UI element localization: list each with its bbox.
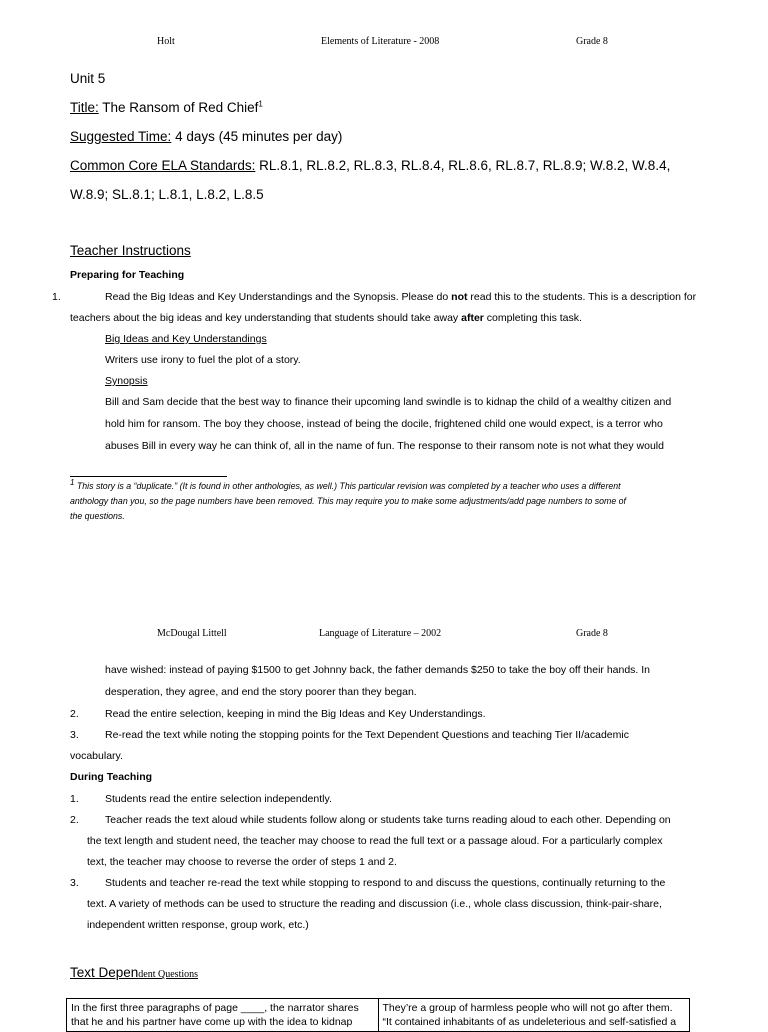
prep-step-1-number: 1. (52, 291, 61, 303)
answer-line: “It contained inhabitants of as undeleterious and self-satisfied a (382, 1016, 677, 1028)
header-publisher: Holt (157, 36, 175, 47)
standards-line-2: W.8.9; SL.8.1; L.8.1, L.8.2, L.8.5 (70, 187, 264, 202)
synopsis-cont-line-1: have wished: instead of paying $1500 to get Johnny back, the father demands $250 to take the boy off their hands. In (105, 664, 651, 676)
prep-step-1-text-b: read this to the students. This is a description for (470, 291, 697, 303)
standards-label: Common Core ELA Standards: (70, 158, 256, 173)
prep-step-3-number: 3. (70, 729, 79, 741)
title-value: The Ransom of Red Chief (102, 100, 259, 115)
footnote-separator (70, 476, 227, 477)
suggested-time-value: 4 days (45 minutes per day) (175, 129, 343, 144)
prep-step-1-line-1 (105, 291, 696, 303)
prep-step-3-cont: vocabulary. (70, 750, 123, 762)
header2-publisher: McDougal Littell (157, 628, 227, 639)
tdq-heading (70, 964, 198, 982)
during-teaching-heading: During Teaching (70, 771, 153, 783)
unit-label: Unit 5 (70, 71, 106, 86)
question-cell (67, 999, 379, 1032)
standards-value-1: RL.8.1, RL.8.2, RL.8.3, RL.8.4, RL.8.6, RL.8.7, RL.8.9; W.8.2, W.8.4, (259, 158, 671, 173)
footnote-line-2: anthology than you, so the page numbers have been removed. This may require you to make some adjustments/add page numbers to some of (70, 496, 626, 506)
suggested-time-label: Suggested Time: (70, 129, 172, 144)
table-row (67, 999, 690, 1032)
footnote-mark: 1 (70, 478, 75, 488)
prep-step-1-text-c: teachers about the big ideas and key understanding that students should take away (70, 312, 459, 324)
synopsis-line-2: hold him for ransom. The boy they choose, instead of being the docile, frightened child one would expect, is a terror who (105, 418, 663, 430)
during-step-2-line-2: the text length and student need, the teacher may choose to read the full text or a passage aloud. For a particularly complex (87, 835, 663, 847)
during-step-2-number: 2. (70, 814, 79, 826)
big-ideas-text: Writers use irony to fuel the plot of a story. (105, 354, 301, 366)
during-step-1-text: Students read the entire selection independently. (105, 793, 332, 805)
title-line (70, 100, 263, 115)
prep-step-3-text: Re-read the text while noting the stopping points for the Text Dependent Questions and teaching Tier II/academic (105, 729, 629, 741)
answer-line: They’re a group of harmless people who will not go after them. (382, 1002, 673, 1014)
footnote-text-1: This story is a “duplicate.” (It is found in other anthologies, as well.) This particular revision was completed by a teacher who uses a different (76, 481, 621, 491)
header-grade: Grade 8 (576, 36, 608, 47)
synopsis-line-1: Bill and Sam decide that the best way to finance their upcoming land swindle is to kidnap the child of a wealthy citizen and (105, 396, 672, 408)
header-book-title: Elements of Literature - 2008 (321, 36, 440, 47)
synopsis-heading: Synopsis (105, 375, 148, 387)
footnote-line-1 (70, 478, 621, 491)
during-step-3-line-1: Students and teacher re-read the text while stopping to respond to and discuss the questions, continually returning to the (105, 877, 666, 889)
prep-step-1-text-d: completing this task. (486, 312, 582, 324)
preparing-heading: Preparing for Teaching (70, 269, 185, 281)
prep-step-1-line-2 (70, 312, 582, 324)
during-step-3-line-2: text. A variety of methods can be used to structure the reading and discussion (i.e., whole class discussion, think-pair-share, (87, 898, 662, 910)
title-footnote-mark: 1 (258, 99, 263, 109)
question-line: that he and his partner have come up with the idea to kidnap (71, 1016, 353, 1028)
big-ideas-heading: Big Ideas and Key Understandings (105, 333, 267, 345)
synopsis-cont-line-2: desperation, they agree, and end the story poorer than they began. (105, 686, 417, 698)
during-step-2-line-1: Teacher reads the text aloud while students follow along or students take turns reading aloud to each other. Depending on (105, 814, 671, 826)
teacher-instructions-heading: Teacher Instructions (70, 243, 191, 258)
during-step-3-number: 3. (70, 877, 79, 889)
suggested-time-line (70, 129, 342, 144)
footnote-line-3: the questions. (70, 511, 125, 521)
text-dependent-questions-table (66, 998, 690, 1032)
standards-line-1 (70, 158, 670, 173)
during-step-2-line-3: text, the teacher may choose to reverse the order of steps 1 and 2. (87, 856, 397, 868)
tdq-heading-part-b: dent Questions (138, 969, 199, 980)
header2-grade: Grade 8 (576, 628, 608, 639)
tdq-heading-part-a: Text Depen (70, 965, 139, 980)
prep-step-1-text-a: Read the Big Ideas and Key Understandings and the Synopsis. Please do (105, 291, 449, 303)
prep-step-1-emphasis-not: not (451, 291, 468, 303)
during-step-3-line-3: independent written response, group work, etc.) (87, 919, 309, 931)
answer-cell (378, 999, 690, 1032)
title-label: Title: (70, 100, 99, 115)
synopsis-line-3: abuses Bill in every way he can think of, all in the name of fun. The response to their ransom note is not what they would (105, 440, 664, 452)
during-step-1-number: 1. (70, 793, 79, 805)
prep-step-2-text: Read the entire selection, keeping in mind the Big Ideas and Key Understandings. (105, 708, 486, 720)
question-line: In the first three paragraphs of page ____, the narrator shares (71, 1002, 359, 1014)
prep-step-1-emphasis-after: after (461, 312, 484, 324)
prep-step-2-number: 2. (70, 708, 79, 720)
header2-book-title: Language of Literature – 2002 (319, 628, 442, 639)
